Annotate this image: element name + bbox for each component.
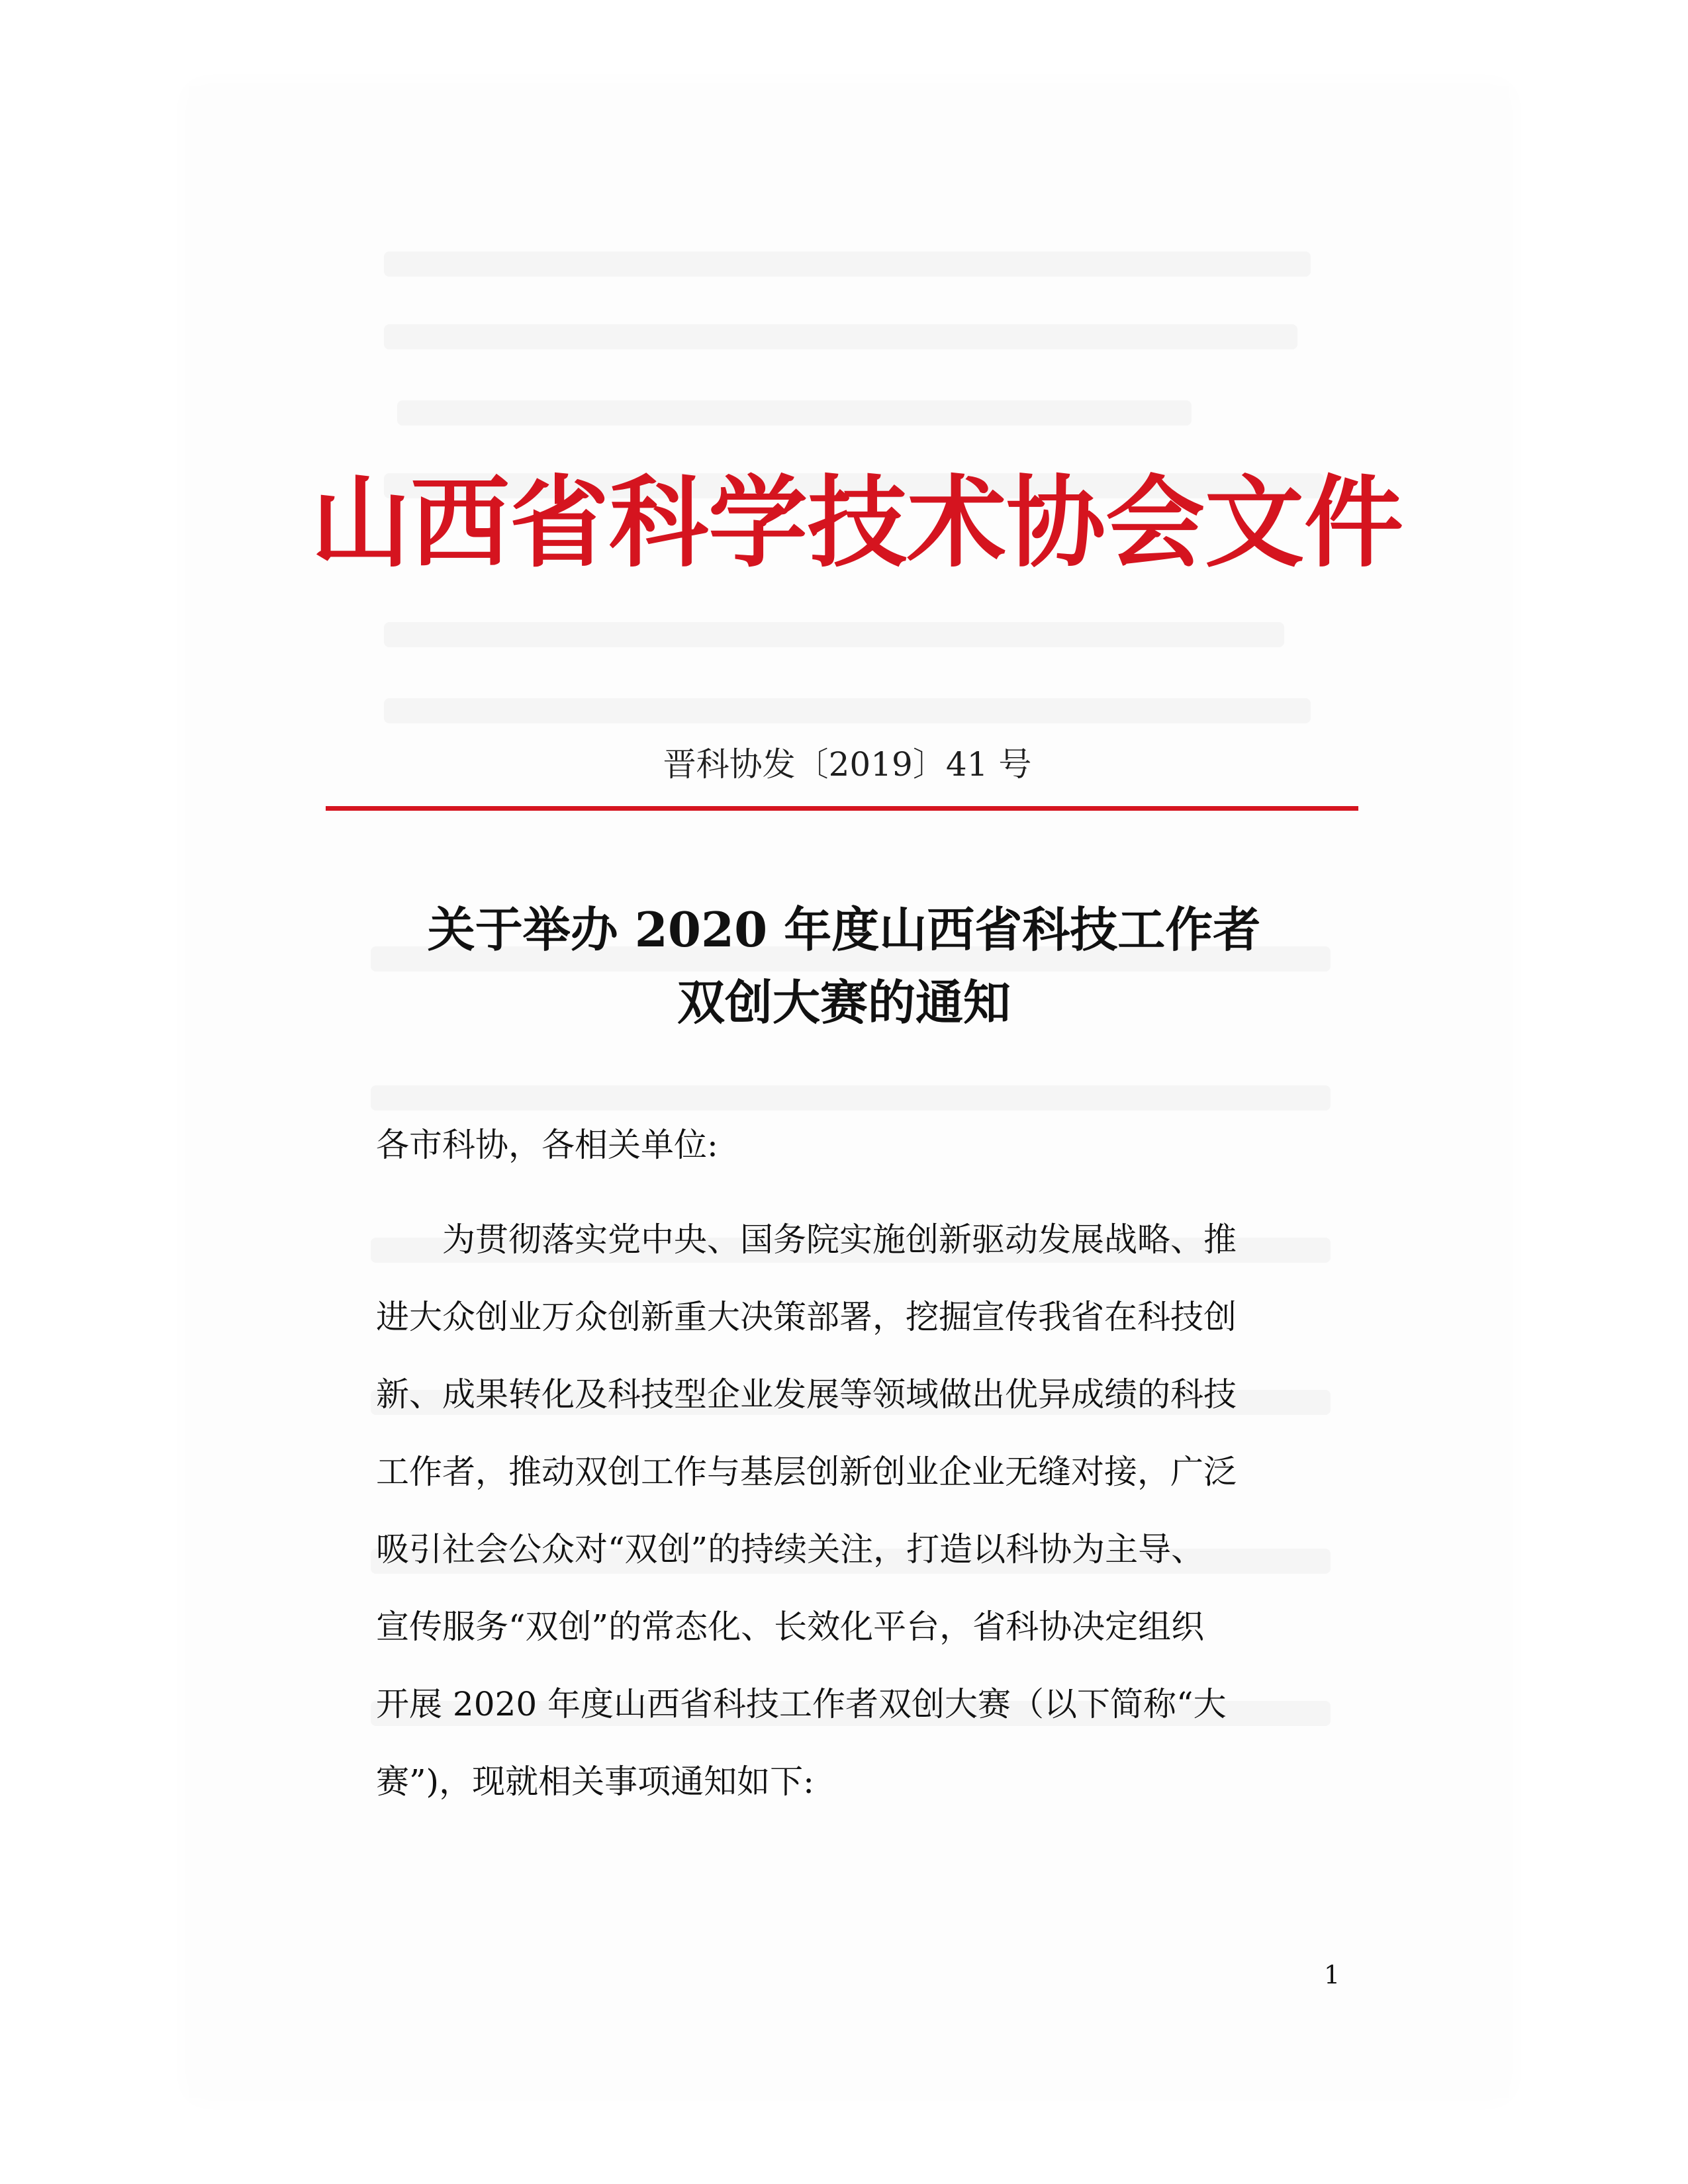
page-number: 1	[1324, 1960, 1340, 1989]
salutation: 各市科协，各相关单位:	[376, 1126, 718, 1164]
notice-title-line-1: 关于举办 2020 年度山西省科技工作者	[427, 901, 1261, 958]
notice-title-line-2: 双创大赛的通知	[677, 974, 1011, 1030]
body-line: 宣传服务“双创”的常态化、长效化平台，省科协决定组织	[376, 1608, 1205, 1646]
notice-title	[371, 893, 1317, 1039]
body-line: 开展 2020 年度山西省科技工作者双创大赛（以下简称“大	[376, 1685, 1227, 1723]
document-number: 晋科协发〔2019〕41 号	[663, 745, 1032, 784]
body-line: 新、成果转化及科技型企业发展等领域做出优异成绩的科技	[376, 1375, 1237, 1414]
document-header-title: 山西省科学技术协会文件	[311, 465, 1404, 581]
red-divider-line	[326, 806, 1358, 811]
body-line: 工作者，推动双创工作与基层创新创业企业无缝对接，广泛	[376, 1453, 1237, 1491]
body-line: 为贯彻落实党中央、国务院实施创新驱动发展战略、推	[442, 1220, 1237, 1259]
body-paragraph	[376, 1201, 1316, 1821]
body-line: 赛”)，现就相关事项通知如下:	[376, 1762, 814, 1801]
body-line: 进大众创业万众创新重大决策部署，挖掘宣传我省在科技创	[376, 1298, 1237, 1336]
body-line: 吸引社会公众对“双创”的持续关注，打造以科协为主导、	[376, 1530, 1205, 1569]
